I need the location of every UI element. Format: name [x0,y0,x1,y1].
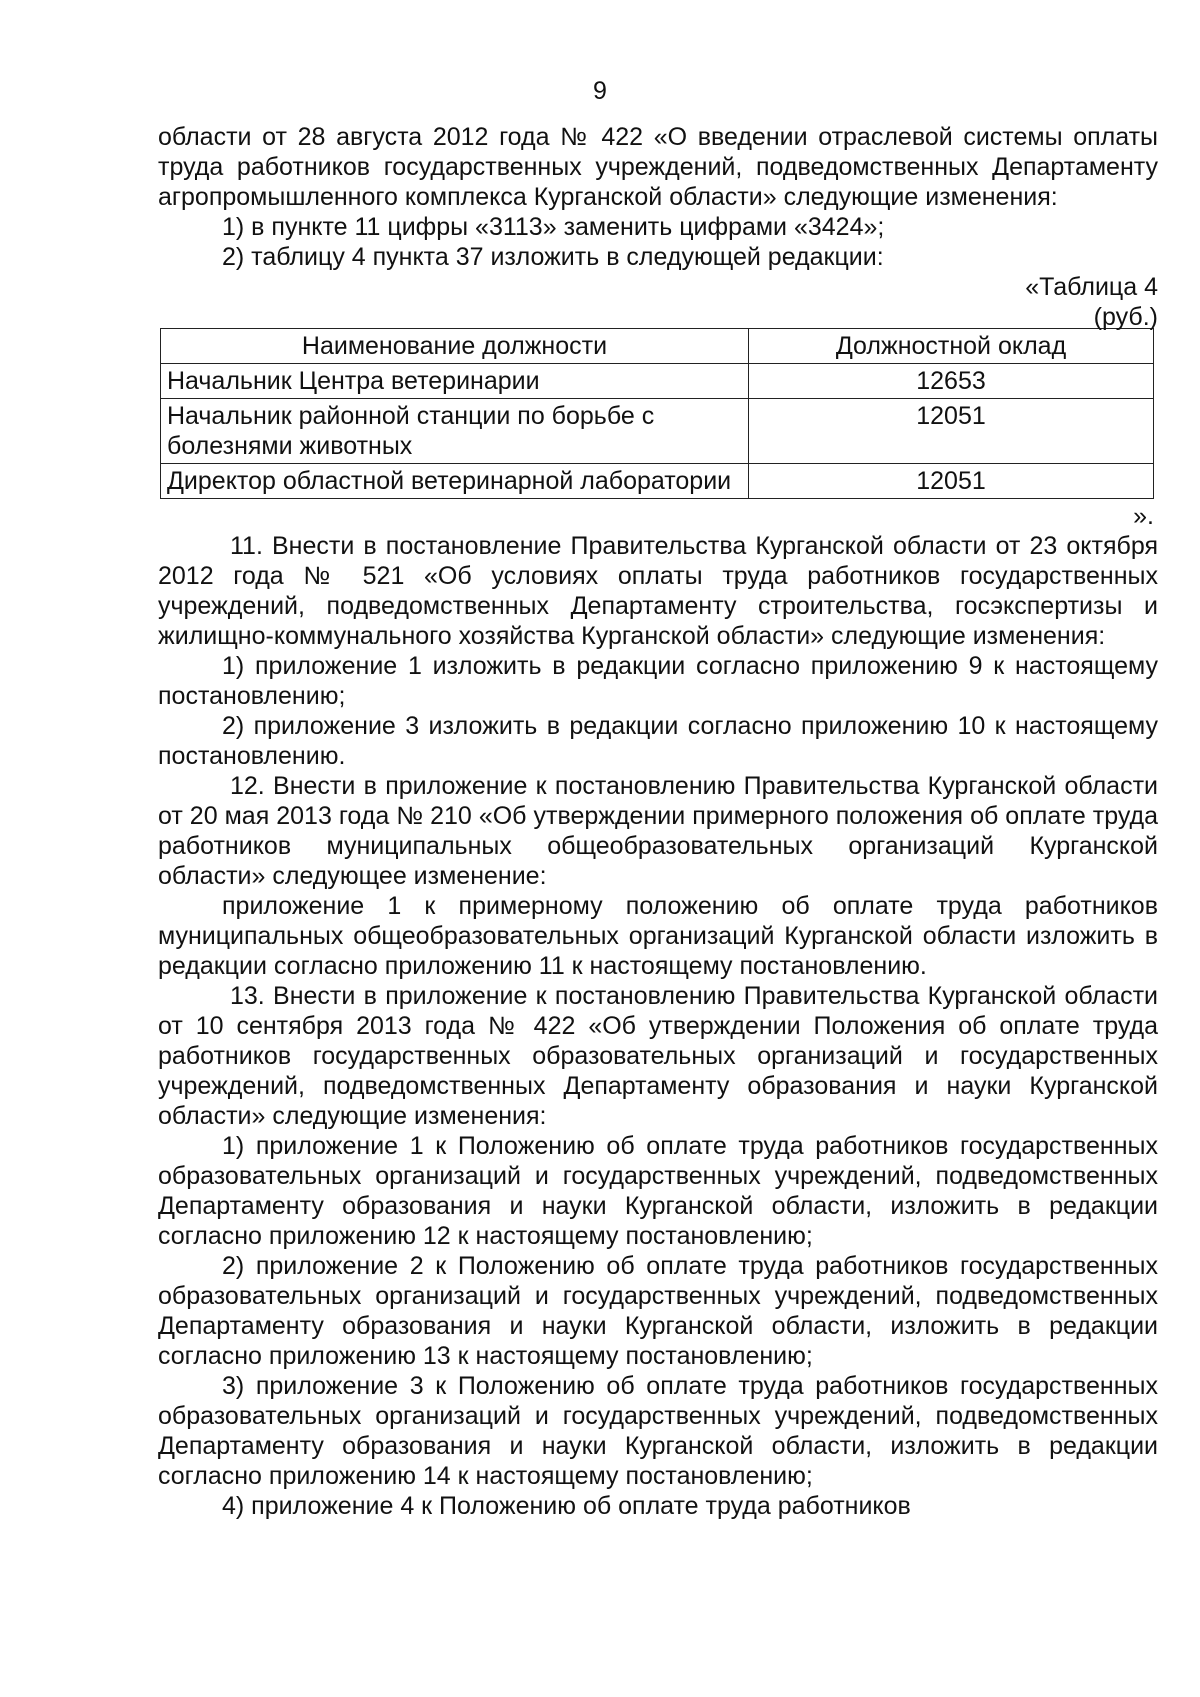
document-body [158,122,1158,1521]
table-header-row [161,329,1154,364]
table-row [161,364,1154,399]
section-11-paragraph: 11. Внести в постановление Правительства Курганской области от 23 октября 2012 года № 521 «Об условиях оплаты труда работников государственных учреждений, подведомственных Департаменту строительства, госэкспертизы и жилищно-коммунального хозяйства Курганской области» следующие изменения: [158,532,1158,650]
table-close-quote: ». [1133,502,1154,530]
section-13-item: 3) приложение 3 к Положению об оплате труда работников государственных образовательных организаций и государственных учреждений, подведомственных Департаменту образования и науки Курганской области, изложить в редакции согласно приложению 14 к настоящему постановлению; [158,1372,1158,1490]
section-11-item: 2) приложение 3 изложить в редакции согласно приложению 10 к настоящему постановлению. [158,712,1158,770]
amendment-item: 2) таблицу 4 пункта 37 изложить в следующей редакции: [222,243,884,271]
amendment-item: 1) в пункте 11 цифры «3113» заменить цифрами «3424»; [222,213,885,241]
section-12-item: приложение 1 к примерному положению об оплате труда работников муниципальных общеобразовательных организаций Курганской области изложить в редакции согласно приложению 11 к настоящему постановлению. [158,892,1158,980]
position-cell: Начальник Центра ветеринарии [161,364,749,399]
salary-cell: 12051 [749,464,1154,499]
position-cell: Начальник районной станции по борьбе с болезнями животных [161,399,749,464]
section-13-item: 2) приложение 2 к Положению об оплате труда работников государственных образовательных организаций и государственных учреждений, подведомственных Департаменту образования и науки Курганской области, изложить в редакции согласно приложению 13 к настоящему постановлению; [158,1252,1158,1370]
section-12-paragraph: 12. Внести в приложение к постановлению Правительства Курганской области от 20 мая 2013 года № 210 «Об утверждении примерного положения об оплате труда работников муниципальных общеобразовательных организаций Курганской области» следующее изменение: [158,772,1158,890]
table-unit: (руб.) [1093,303,1158,331]
table-caption: «Таблица 4 [1025,273,1158,301]
salary-table [160,328,1154,499]
salary-cell: 12653 [749,364,1154,399]
position-cell: Директор областной ветеринарной лаборатории [161,464,749,499]
section-13-item: 4) приложение 4 к Положению об оплате труда работников [222,1492,911,1520]
page-number: 9 [593,77,607,105]
section-13-item: 1) приложение 1 к Положению об оплате труда работников государственных образовательных организаций и государственных учреждений, подведомственных Департаменту образования и науки Курганской области, изложить в редакции согласно приложению 12 к настоящему постановлению; [158,1132,1158,1250]
column-header-salary: Должностной оклад [749,329,1154,364]
table-row [161,399,1154,464]
intro-paragraph: области от 28 августа 2012 года № 422 «О введении отраслевой системы оплаты труда работников государственных учреждений, подведомственных Департаменту агропромышленного комплекса Курганской области» следующие изменения: [158,123,1158,211]
column-header-position: Наименование должности [161,329,749,364]
salary-cell: 12051 [749,399,1154,464]
section-11-item: 1) приложение 1 изложить в редакции согласно приложению 9 к настоящему постановлению; [158,652,1158,710]
table-row [161,464,1154,499]
section-13-paragraph: 13. Внести в приложение к постановлению Правительства Курганской области от 10 сентября 2013 года № 422 «Об утверждении Положения об оплате труда работников государственных образовательных организаций и государственных учреждений, подведомственных Департаменту образования и науки Курганской области» следующие изменения: [158,982,1158,1130]
